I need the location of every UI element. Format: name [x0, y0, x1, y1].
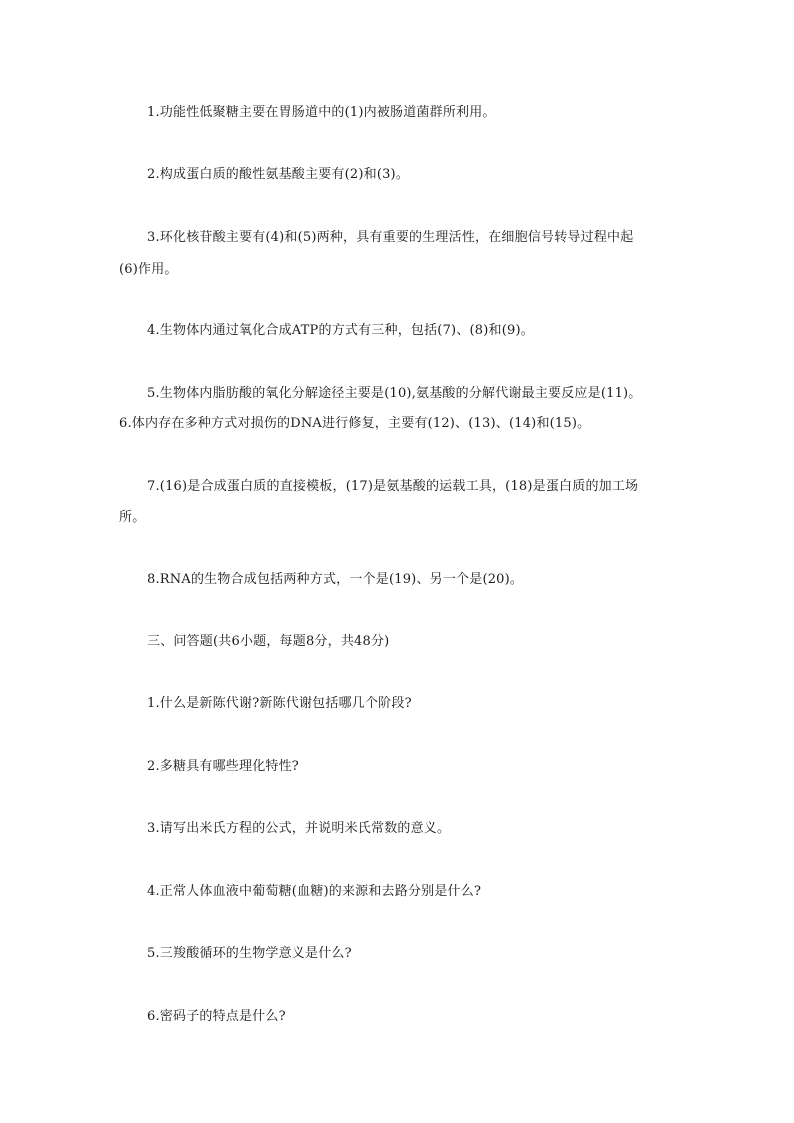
blank-item-7-continued: 所。 — [119, 510, 146, 525]
question-6: 6.密码子的特点是什么? — [147, 1009, 286, 1024]
question-4: 4.正常人体血液中葡萄糖(血糖)的来源和去路分别是什么? — [147, 884, 482, 899]
blank-item-3: 3.环化核苷酸主要有(4)和(5)两种，具有重要的生理活性，在细胞信号转导过程中起 — [147, 230, 634, 245]
question-1: 1.什么是新陈代谢?新陈代谢包括哪几个阶段? — [147, 696, 412, 711]
blank-item-4: 4.生物体内通过氧化合成ATP的方式有三种，包括(7)、(8)和(9)。 — [147, 323, 534, 338]
blank-item-5: 5.生物体内脂肪酸的氧化分解途径主要是(10),氨基酸的分解代谢最主要反应是(11)。 — [147, 386, 642, 401]
blank-item-7: 7.(16)是合成蛋白质的直接模板，(17)是氨基酸的运载工具，(18)是蛋白质的加工场 — [147, 479, 639, 494]
blank-item-6: 6.体内存在多种方式对损伤的DNA进行修复，主要有(12)、(13)、(14)和(15)。 — [119, 416, 591, 431]
blank-item-2: 2.构成蛋白质的酸性氨基酸主要有(2)和(3)。 — [147, 167, 410, 182]
question-2: 2.多糖具有哪些理化特性? — [147, 759, 299, 774]
blank-item-3-continued: (6)作用。 — [119, 262, 178, 277]
blank-item-1: 1.功能性低聚糖主要在胃肠道中的(1)内被肠道菌群所利用。 — [147, 105, 496, 120]
blank-item-8: 8.RNA的生物合成包括两种方式，一个是(19)、另一个是(20)。 — [147, 572, 524, 587]
question-5: 5.三羧酸循环的生物学意义是什么? — [147, 946, 352, 961]
section-heading: 三、问答题(共6小题，每题8分，共48分) — [147, 634, 390, 649]
question-3: 3.请写出米氏方程的公式，并说明米氏常数的意义。 — [147, 821, 451, 836]
